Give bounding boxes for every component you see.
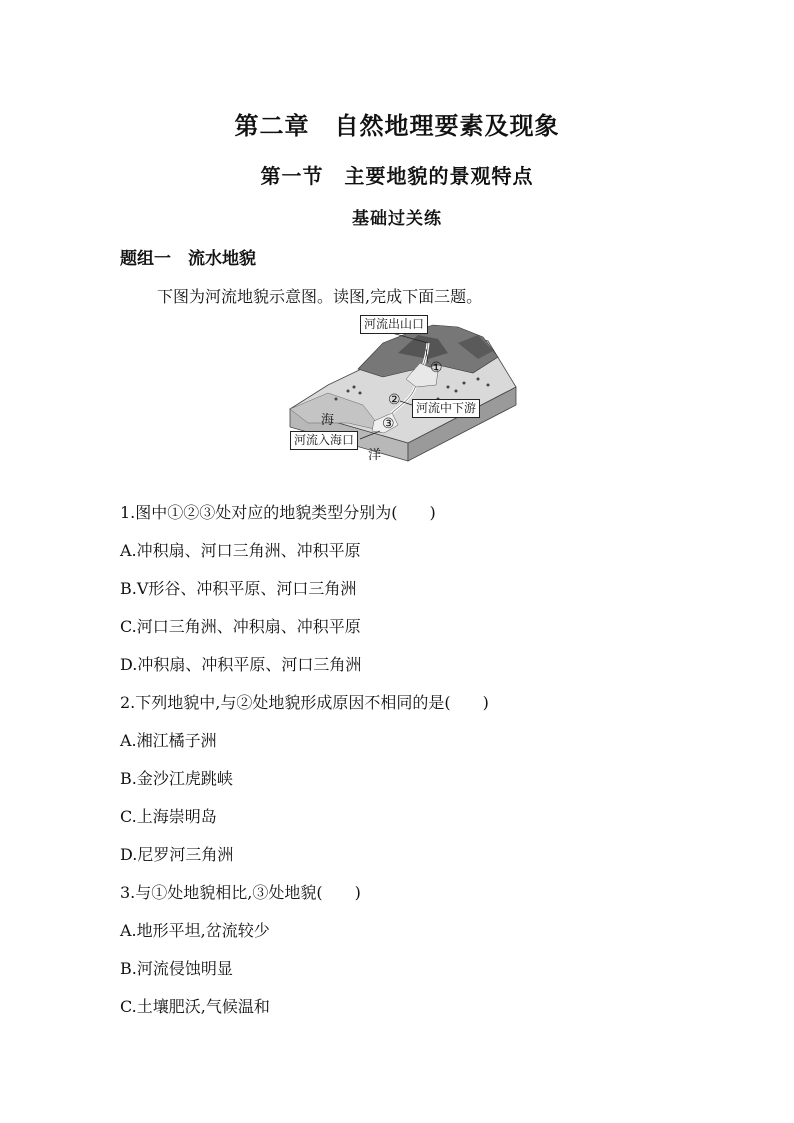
question-1-option-c: C.河口三角洲、冲积扇、冲积平原 xyxy=(120,617,361,636)
marker-1: ① xyxy=(430,360,443,376)
label-ocean: 洋 xyxy=(368,448,382,463)
question-2-option-b: B.金沙江虎跳峡 xyxy=(120,769,233,788)
label-river-mouth: 河流入海口 xyxy=(290,431,358,450)
question-2-option-d: D.尼罗河三角洲 xyxy=(120,845,234,864)
question-2-stem: 2.下列地貌中,与②处地貌形成原因不相同的是( ) xyxy=(120,693,489,712)
marker-3: ③ xyxy=(382,416,395,432)
label-river-mid-lower: 河流中下游 xyxy=(412,399,480,418)
question-3-option-a: A.地形平坦,岔流较少 xyxy=(120,921,270,940)
question-1-option-d: D.冲积扇、冲积平原、河口三角洲 xyxy=(120,655,362,674)
section-title: 第一节 主要地貌的景观特点 xyxy=(260,164,534,188)
practice-heading: 基础过关练 xyxy=(352,209,442,229)
group-intro: 下图为河流地貌示意图。读图,完成下面三题。 xyxy=(157,287,483,306)
question-3-option-c: C.土壤肥沃,气候温和 xyxy=(120,997,270,1016)
question-1-option-a: A.冲积扇、河口三角洲、冲积平原 xyxy=(120,541,361,560)
question-group-title: 题组一 流水地貌 xyxy=(120,249,256,269)
chapter-title: 第二章 自然地理要素及现象 xyxy=(234,111,560,140)
question-3-stem: 3.与①处地貌相比,③处地貌( ) xyxy=(120,883,361,902)
label-sea: 海 xyxy=(321,413,335,428)
marker-2: ② xyxy=(388,392,401,408)
question-2-option-c: C.上海崇明岛 xyxy=(120,807,217,826)
question-1-stem: 1.图中①②③处对应的地貌类型分别为( ) xyxy=(120,503,436,522)
river-landform-diagram xyxy=(288,313,518,463)
question-2-option-a: A.湘江橘子洲 xyxy=(120,731,217,750)
question-3-option-b: B.河流侵蚀明显 xyxy=(120,959,233,978)
label-river-outlet: 河流出山口 xyxy=(360,315,428,334)
question-1-option-b: B.V形谷、冲积平原、河口三角洲 xyxy=(120,579,357,598)
